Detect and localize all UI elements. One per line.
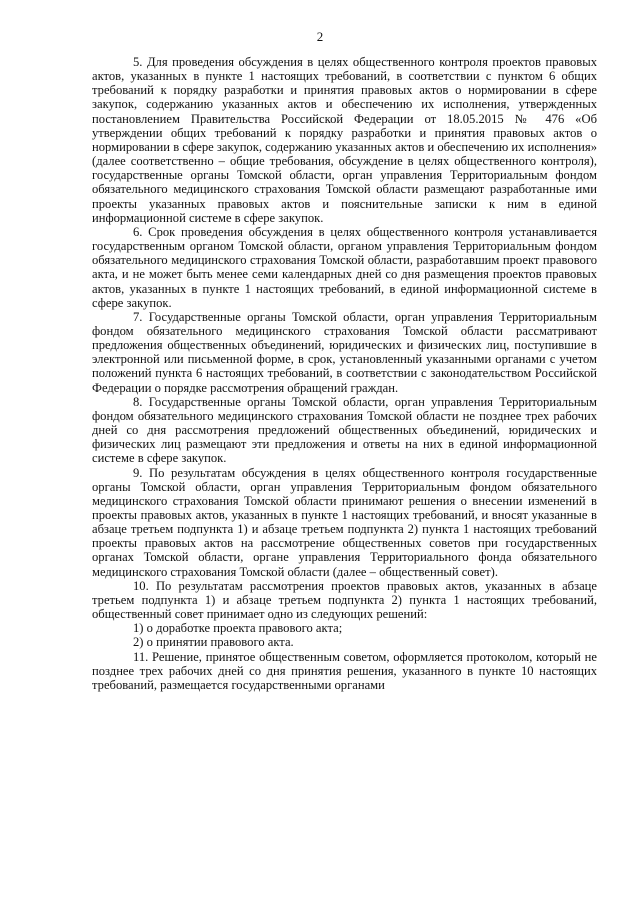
paragraph-7: 7. Государственные органы Томской области, орган управления Территориальным фондом обязательного медицинского страхования Томской области рассматривают предложения общественных объединений, юридических и физических лиц, поступившие в электронной или письменной форме, в срок, установленный указанными органами с учетом положений пункта 6 настоящих требований, в соответствии с законодательством Российской Федерации о порядке рассмотрения обращений граждан. <box>92 309 597 395</box>
page-number: 2 <box>316 29 324 44</box>
paragraph-11: 11. Решение, принятое общественным советом, оформляется протоколом, который не позднее трех рабочих дней со дня принятия решения, указанного в пункте 10 настоящих требований, размещается государственными органами <box>92 649 597 692</box>
paragraph-5: 5. Для проведения обсуждения в целях общественного контроля проектов правовых актов, указанных в пункте 1 настоящих требований, в соответствии с пунктом 6 общих требований к порядку разработки и принятия правовых актов о нормировании в сфере закупок, содержанию указанных актов и обеспечению их исполнения, утвержденных постановлением Правительства Российской Федерации от 18.05.2015 № 476 «Об утверждении общих требований к порядку разработки и принятия правовых актов о нормировании в сфере закупок, содержанию указанных актов и обеспечению их исполнения» (далее соответственно – общие требования, обсуждение в целях общественного контроля), государственные органы Томской области, орган управления Территориальным фондом обязательного медицинского страхования Томской области размещают разработанные ими проекты указанных правовых актов и пояснительные записки к ним в единой информационной системе в сфере закупок. <box>92 55 597 225</box>
list-item-2: 2) о принятии правового акта. <box>133 635 294 650</box>
paragraph-9: 9. По результатам обсуждения в целях общественного контроля государственные органы Томской области, орган управления Территориальным фондом обязательного медицинского страхования Томской области принимают решения о внесении изменений в проекты правовых актов, указанных в пункте 1 настоящих требований, и вносят указанные в абзаце третьем подпункта 1) и абзаце третьем подпункта 2) пункта 1 настоящих требований проекты правовых актов на рассмотрение общественных советов при государственных органах Томской области, органе управления Территориального фонда обязательного медицинского страхования Томской области (далее – общественный совет). <box>92 465 597 579</box>
paragraph-8: 8. Государственные органы Томской области, орган управления Территориальным фондом обязательного медицинского страхования Томской области не позднее трех рабочих дней со дня рассмотрения предложений общественных объединений, юридических и физических лиц размещают эти предложения и ответы на них в единой информационной системе в сфере закупок. <box>92 394 597 466</box>
paragraph-10: 10. По результатам рассмотрения проектов правовых актов, указанных в абзаце третьем подпункта 1) и абзаце третьем подпункта 2) пункта 1 настоящих требований, общественный совет принимает одно из следующих решений: <box>92 578 597 622</box>
list-item-1: 1) о доработке проекта правового акта; <box>133 621 343 636</box>
paragraph-6: 6. Срок проведения обсуждения в целях общественного контроля устанавливается государственным органом Томской области, органом управления Территориальным фондом обязательного медицинского страхования Томской области, разработавшим проект правового акта, и не может быть менее семи календарных дней со дня размещения проектов правовых актов, указанных в пункте 1 настоящих требований, в единой информационной системе в сфере закупок. <box>92 224 597 310</box>
document-body <box>92 55 597 692</box>
